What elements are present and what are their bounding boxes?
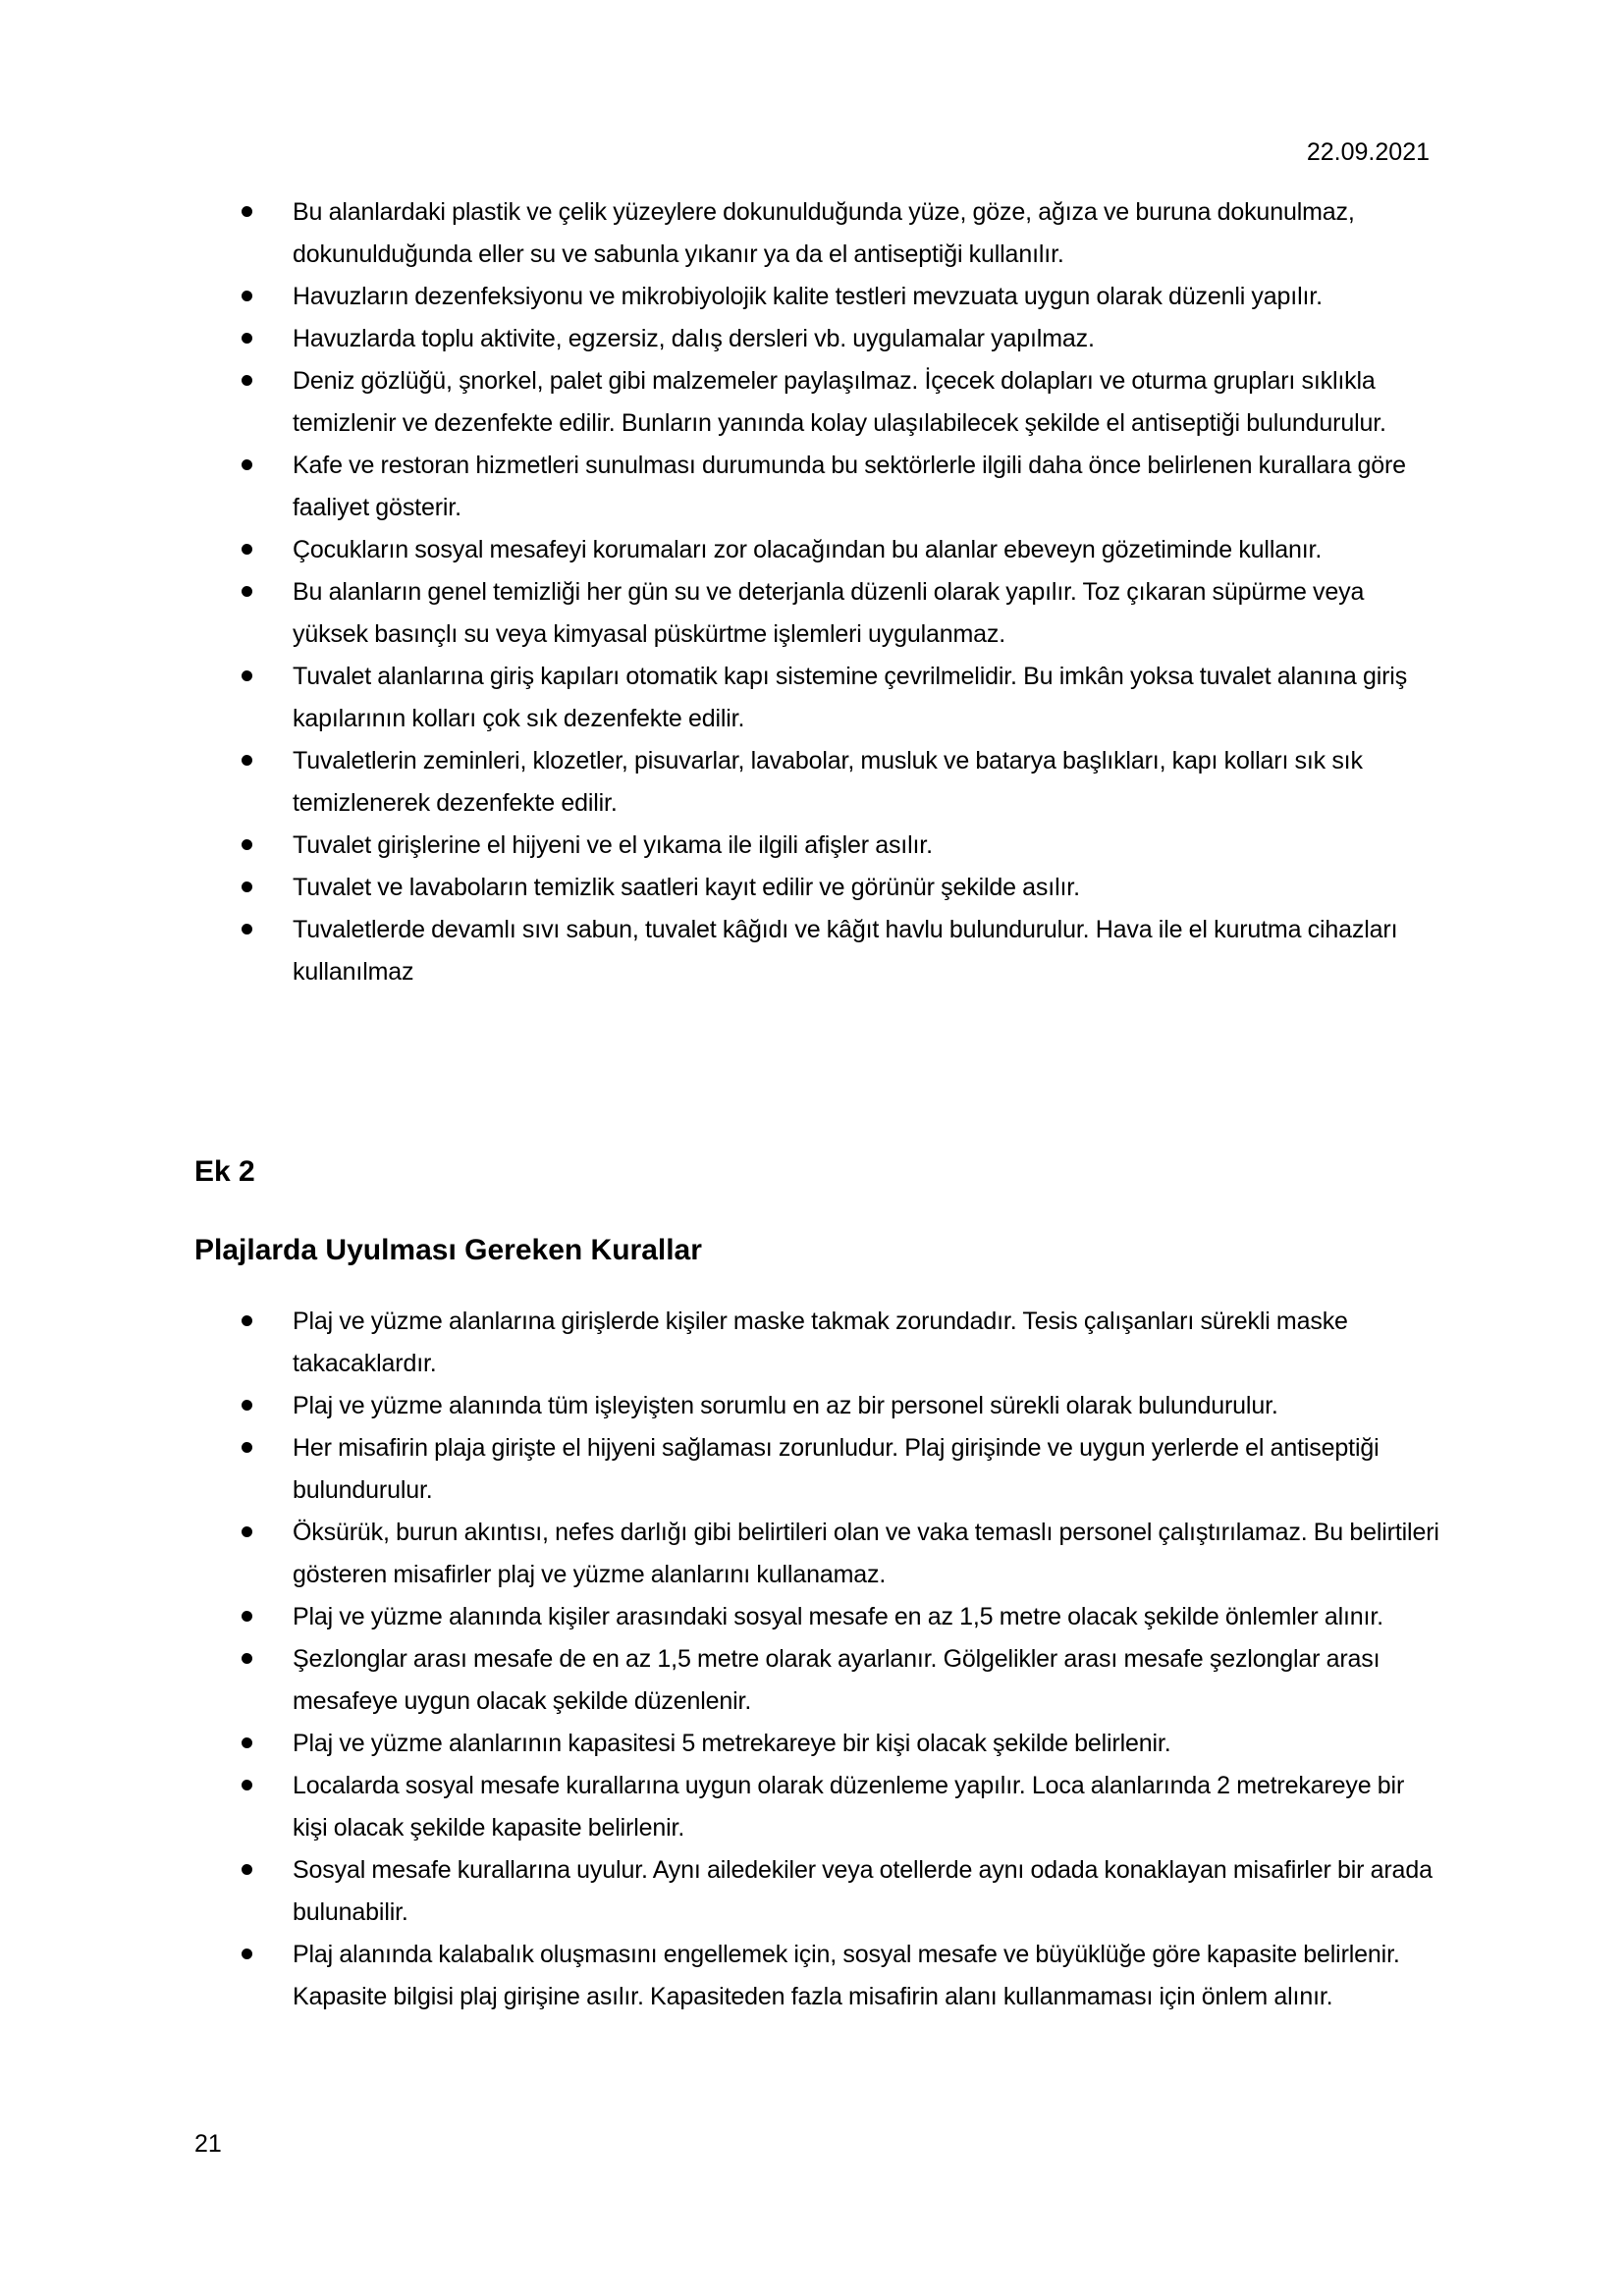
list-item xyxy=(293,1638,1441,1723)
bullet-icon xyxy=(242,1400,252,1411)
list-item-text: Plaj alanında kalabalık oluşmasını engellemek için, sosyal mesafe ve büyüklüğe göre kapasite belirlenir. Kapasite bilgisi plaj girişine asılır. Kapasiteden fazla misafirin alanı kullanmaması için önlem alınır. xyxy=(293,1941,1400,2010)
list-item xyxy=(293,909,1441,993)
list-item-text: Plaj ve yüzme alanlarının kapasitesi 5 metrekareye bir kişi olacak şekilde belirlenir. xyxy=(293,1730,1171,1757)
bullet-icon xyxy=(242,1442,252,1453)
list-item-text: Bu alanların genel temizliği her gün su ve deterjanla düzenli olarak yapılır. Toz çıkaran süpürme veya yüksek basınçlı su veya kimyasal püskürtme işlemleri uygulanmaz. xyxy=(293,578,1365,648)
list-item xyxy=(293,360,1441,445)
list-item xyxy=(293,276,1441,318)
list-item xyxy=(293,1765,1441,1849)
list-item xyxy=(293,529,1441,571)
bullet-icon xyxy=(242,839,252,850)
bullet-icon xyxy=(242,459,252,470)
list-item-text: Şezlonglar arası mesafe de en az 1,5 metre olarak ayarlanır. Gölgelikler arası mesafe şezlonglar arası mesafeye uygun olacak şekilde düzenlenir. xyxy=(293,1645,1380,1715)
list-item xyxy=(293,1849,1441,1934)
list-item-text: Plaj ve yüzme alanında tüm işleyişten sorumlu en az bir personel sürekli olarak bulundurulur. xyxy=(293,1392,1278,1419)
bullet-icon xyxy=(242,1611,252,1622)
annex-label: Ek 2 xyxy=(194,1155,255,1188)
section-title: Plajlarda Uyulması Gereken Kurallar xyxy=(194,1234,702,1266)
list-item xyxy=(293,1301,1441,1385)
bullet-icon xyxy=(242,206,252,217)
list-item xyxy=(293,867,1441,909)
list-item-text: Havuzlarda toplu aktivite, egzersiz, dalış dersleri vb. uygulamalar yapılmaz. xyxy=(293,325,1095,352)
bullet-icon xyxy=(242,1526,252,1537)
list-item-text: Kafe ve restoran hizmetleri sunulması durumunda bu sektörlerle ilgili daha önce belirlenen kurallara göre faaliyet gösterir. xyxy=(293,452,1406,521)
bullet-icon xyxy=(242,881,252,892)
bullet-icon xyxy=(242,586,252,597)
list-item xyxy=(293,445,1441,529)
bullet-icon xyxy=(242,1780,252,1790)
list-item-text: Her misafirin plaja girişte el hijyeni sağlaması zorunludur. Plaj girişinde ve uygun yerlerde el antiseptiği bulundurulur. xyxy=(293,1434,1380,1504)
list-item-text: Tuvalet ve lavaboların temizlik saatleri kayıt edilir ve görünür şekilde asılır. xyxy=(293,874,1080,901)
list-item xyxy=(293,318,1441,360)
list-item xyxy=(293,1512,1441,1596)
bullet-icon xyxy=(242,755,252,766)
list-item xyxy=(293,825,1441,867)
list-item-text: Deniz gözlüğü, şnorkel, palet gibi malzemeler paylaşılmaz. İçecek dolapları ve oturma grupları sıklıkla temizlenir ve dezenfekte edilir. Bunların yanında kolay ulaşılabilecek şekilde el antiseptiği bulundurulur. xyxy=(293,367,1386,437)
list-item xyxy=(293,1596,1441,1638)
bullet-icon xyxy=(242,1949,252,1959)
bullet-icon xyxy=(242,924,252,934)
bullet-icon xyxy=(242,375,252,386)
list-item-text: Plaj ve yüzme alanında kişiler arasındaki sosyal mesafe en az 1,5 metre olacak şekilde önlemler alınır. xyxy=(293,1603,1383,1630)
list-item xyxy=(293,656,1441,740)
list-item-text: Havuzların dezenfeksiyonu ve mikrobiyolojik kalite testleri mevzuata uygun olarak düzenli yapılır. xyxy=(293,283,1323,310)
bullet-icon xyxy=(242,291,252,301)
list-item-text: Plaj ve yüzme alanlarına girişlerde kişiler maske takmak zorundadır. Tesis çalışanları sürekli maske takacaklardır. xyxy=(293,1308,1348,1377)
bullet-icon xyxy=(242,1653,252,1664)
list-item-text: Tuvalet girişlerine el hijyeni ve el yıkama ile ilgili afişler asılır. xyxy=(293,831,933,859)
list-item xyxy=(293,740,1441,825)
list-item-text: Tuvaletlerde devamlı sıvı sabun, tuvalet kâğıdı ve kâğıt havlu bulundurulur. Hava ile el kurutma cihazları kullanılmaz xyxy=(293,916,1398,986)
list-item xyxy=(293,1934,1441,2018)
bullet-list-beach-rules xyxy=(293,1301,1441,2018)
list-item-text: Bu alanlardaki plastik ve çelik yüzeylere dokunulduğunda yüze, göze, ağıza ve buruna dokunulmaz, dokunulduğunda eller su ve sabunla yıkanır ya da el antiseptiği kullanılır. xyxy=(293,198,1355,268)
list-item-text: Öksürük, burun akıntısı, nefes darlığı gibi belirtileri olan ve vaka temaslı personel çalıştırılamaz. Bu belirtileri gösteren misafirler plaj ve yüzme alanlarını kullanamaz. xyxy=(293,1519,1439,1588)
list-item-text: Sosyal mesafe kurallarına uyulur. Aynı ailedekiler veya otellerde aynı odada konaklayan misafirler bir arada bulunabilir. xyxy=(293,1856,1433,1926)
bullet-icon xyxy=(242,670,252,681)
list-item-text: Tuvaletlerin zeminleri, klozetler, pisuvarlar, lavabolar, musluk ve batarya başlıkları, kapı kolları sık sık temizlenerek dezenfekte edilir. xyxy=(293,747,1363,817)
bullet-icon xyxy=(242,1737,252,1748)
list-item-text: Localarda sosyal mesafe kurallarına uygun olarak düzenleme yapılır. Loca alanlarında 2 metrekareye bir kişi olacak şekilde kapasite belirlenir. xyxy=(293,1772,1405,1842)
list-item xyxy=(293,1723,1441,1765)
bullet-icon xyxy=(242,544,252,555)
bullet-list-pool-rules xyxy=(293,191,1441,993)
bullet-icon xyxy=(242,1315,252,1326)
list-item xyxy=(293,1427,1441,1512)
list-item xyxy=(293,1385,1441,1427)
list-item-text: Tuvalet alanlarına giriş kapıları otomatik kapı sistemine çevrilmelidir. Bu imkân yoksa tuvalet alanına giriş kapılarının kolları çok sık dezenfekte edilir. xyxy=(293,663,1408,732)
list-item xyxy=(293,571,1441,656)
list-item-text: Çocukların sosyal mesafeyi korumaları zor olacağından bu alanlar ebeveyn gözetiminde kullanır. xyxy=(293,536,1323,563)
list-item xyxy=(293,191,1441,276)
bullet-icon xyxy=(242,1864,252,1875)
bullet-icon xyxy=(242,333,252,344)
page-number: 21 xyxy=(194,2130,222,2158)
page-header-date: 22.09.2021 xyxy=(1306,138,1430,166)
